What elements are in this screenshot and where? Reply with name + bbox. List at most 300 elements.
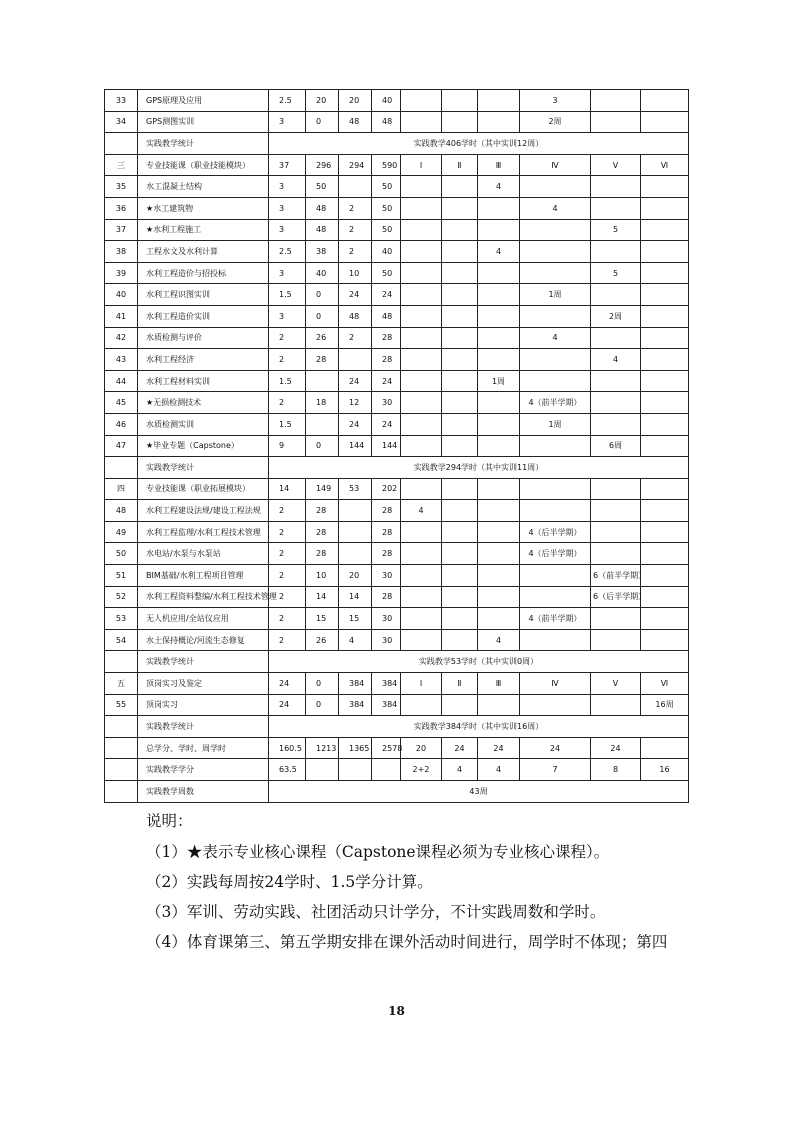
term-4-cell: 1周 [520, 284, 591, 306]
seq-cell [105, 737, 138, 759]
term-2-cell [442, 370, 478, 392]
term-5-cell [591, 392, 641, 414]
seq-cell: 三 [105, 154, 138, 176]
table-row [105, 586, 689, 608]
term-1-cell [401, 241, 442, 263]
course-name-cell: GPS原理及应用 [138, 90, 269, 112]
practice-hours-cell: 24 [339, 370, 372, 392]
term-6-cell: Ⅵ [641, 154, 689, 176]
term-6-cell [641, 737, 689, 759]
course-name-cell: ★水利工程施工 [138, 219, 269, 241]
term-6-cell [641, 219, 689, 241]
seq-cell: 52 [105, 586, 138, 608]
term-6-cell [641, 349, 689, 371]
term-2-cell [442, 500, 478, 522]
course-name-cell: 水电站/水泵与水泵站 [138, 543, 269, 565]
term-1-cell: 2+2 [401, 759, 442, 781]
total-hours-cell: 30 [372, 608, 401, 630]
term-6-cell [641, 565, 689, 587]
practice-hours-cell: 2 [339, 219, 372, 241]
term-5-cell: 6（前半学期） [591, 565, 641, 587]
term-4-cell: 4（后半学期） [520, 543, 591, 565]
theory-hours-cell: 0 [306, 111, 339, 133]
term-6-cell [641, 435, 689, 457]
term-5-cell [591, 327, 641, 349]
course-name-cell: 顶岗实习 [138, 694, 269, 716]
table-body [105, 90, 689, 803]
table-row [105, 262, 689, 284]
theory-hours-cell: 18 [306, 392, 339, 414]
course-name-cell: 无人机应用/全站仪应用 [138, 608, 269, 630]
course-name-cell: 水利工程建设法规/建设工程法规 [138, 500, 269, 522]
theory-hours-cell: 50 [306, 176, 339, 198]
term-6-cell [641, 197, 689, 219]
term-3-cell [478, 565, 520, 587]
credit-cell: 1.5 [269, 413, 306, 435]
seq-cell: 39 [105, 262, 138, 284]
summary-text: 实践教学406学时（其中实训12周） [269, 133, 689, 155]
table-row [105, 370, 689, 392]
summary-row [105, 133, 689, 155]
term-2-cell [442, 608, 478, 630]
theory-hours-cell: 20 [306, 90, 339, 112]
credit-cell: 3 [269, 197, 306, 219]
credit-cell: 2.5 [269, 90, 306, 112]
term-3-cell: 24 [478, 737, 520, 759]
term-6-cell [641, 241, 689, 263]
total-hours-cell: 40 [372, 90, 401, 112]
term-5-cell [591, 284, 641, 306]
credit-cell: 3 [269, 305, 306, 327]
term-1-cell [401, 694, 442, 716]
theory-hours-cell: 0 [306, 435, 339, 457]
seq-cell: 51 [105, 565, 138, 587]
note-item-3: （3）军训、劳动实践、社团活动只计学分，不计实践周数和学时。 [146, 903, 606, 921]
practice-hours-cell: 24 [339, 413, 372, 435]
term-1-cell [401, 349, 442, 371]
summary-label: 实践教学统计 [138, 716, 269, 738]
course-name-cell: 水利工程材料实训 [138, 370, 269, 392]
term-2-cell [442, 435, 478, 457]
term-4-cell: 4（前半学期） [520, 608, 591, 630]
table-row [105, 284, 689, 306]
term-1-cell [401, 219, 442, 241]
seq-cell: 45 [105, 392, 138, 414]
theory-hours-cell: 0 [306, 694, 339, 716]
term-2-cell: Ⅱ [442, 154, 478, 176]
theory-hours-cell: 28 [306, 521, 339, 543]
term-6-cell [641, 608, 689, 630]
term-1-cell: Ⅰ [401, 673, 442, 695]
term-6-cell: 16 [641, 759, 689, 781]
credit-cell: 2 [269, 521, 306, 543]
total-hours-cell: 50 [372, 176, 401, 198]
term-1-cell: Ⅰ [401, 154, 442, 176]
term-4-cell: 1周 [520, 413, 591, 435]
practice-hours-cell: 2 [339, 327, 372, 349]
term-4-cell [520, 500, 591, 522]
theory-hours-cell: 40 [306, 262, 339, 284]
seq-cell [105, 457, 138, 479]
term-4-cell [520, 565, 591, 587]
term-2-cell: 4 [442, 759, 478, 781]
course-name-cell: 工程水文及水利计算 [138, 241, 269, 263]
course-name-cell: 水质检测与评价 [138, 327, 269, 349]
term-3-cell [478, 521, 520, 543]
credit-cell: 2 [269, 608, 306, 630]
theory-hours-cell [306, 759, 339, 781]
course-name-cell: 水利工程识图实训 [138, 284, 269, 306]
theory-hours-cell: 149 [306, 478, 339, 500]
term-5-cell [591, 197, 641, 219]
term-5-cell [591, 608, 641, 630]
term-1-cell [401, 435, 442, 457]
term-1-cell [401, 176, 442, 198]
term-1-cell [401, 413, 442, 435]
seq-cell [105, 781, 138, 803]
term-2-cell [442, 478, 478, 500]
term-1-cell [401, 305, 442, 327]
seq-cell: 54 [105, 629, 138, 651]
credit-cell: 2 [269, 500, 306, 522]
theory-hours-cell: 28 [306, 349, 339, 371]
table-row [105, 90, 689, 112]
term-3-cell [478, 608, 520, 630]
practice-hours-cell: 1365 [339, 737, 372, 759]
term-6-cell [641, 521, 689, 543]
term-3-cell [478, 262, 520, 284]
total-hours-cell: 28 [372, 543, 401, 565]
course-name-cell: ★水工建筑物 [138, 197, 269, 219]
practice-hours-cell: 2 [339, 197, 372, 219]
seq-cell: 53 [105, 608, 138, 630]
theory-hours-cell: 14 [306, 586, 339, 608]
term-3-cell [478, 413, 520, 435]
term-1-cell [401, 392, 442, 414]
seq-cell: 33 [105, 90, 138, 112]
summary-row [105, 457, 689, 479]
term-6-cell [641, 90, 689, 112]
term-6-cell [641, 176, 689, 198]
term-4-cell [520, 219, 591, 241]
term-3-cell [478, 197, 520, 219]
total-hours-cell: 144 [372, 435, 401, 457]
term-1-cell [401, 629, 442, 651]
course-name-cell: 水利工程经济 [138, 349, 269, 371]
course-name-cell: 顶岗实习及鉴定 [138, 673, 269, 695]
total-hours-cell: 28 [372, 521, 401, 543]
note-item-2: （2）实践每周按24学时、1.5学分计算。 [146, 873, 433, 891]
credit-cell: 3 [269, 219, 306, 241]
summary-text: 实践教学294学时（其中实训11周） [269, 457, 689, 479]
table-row [105, 197, 689, 219]
term-5-cell [591, 478, 641, 500]
theory-hours-cell: 0 [306, 305, 339, 327]
summary-label: 实践教学统计 [138, 651, 269, 673]
term-1-cell [401, 565, 442, 587]
table-row [105, 629, 689, 651]
summary-text: 实践教学384学时（其中实训16周） [269, 716, 689, 738]
table-row [105, 392, 689, 414]
theory-hours-cell: 48 [306, 197, 339, 219]
table-row [105, 111, 689, 133]
credit-cell: 9 [269, 435, 306, 457]
table-row [105, 673, 689, 695]
term-2-cell [442, 349, 478, 371]
seq-cell: 49 [105, 521, 138, 543]
note-item-1: （1）★表示专业核心课程（Capstone课程必须为专业核心课程）。 [146, 843, 610, 861]
summary-label: 实践教学统计 [138, 133, 269, 155]
theory-hours-cell: 0 [306, 673, 339, 695]
summary-row [105, 651, 689, 673]
total-hours-cell [372, 759, 401, 781]
credit-cell: 160.5 [269, 737, 306, 759]
term-3-cell: 4 [478, 759, 520, 781]
term-3-cell [478, 111, 520, 133]
credit-cell: 14 [269, 478, 306, 500]
term-2-cell [442, 565, 478, 587]
course-name-cell: ★无损检测技术 [138, 392, 269, 414]
term-2-cell [442, 241, 478, 263]
term-1-cell [401, 586, 442, 608]
credit-cell: 2 [269, 543, 306, 565]
term-2-cell: Ⅱ [442, 673, 478, 695]
notes-title: 说明： [146, 812, 193, 830]
term-6-cell [641, 370, 689, 392]
total-hours-cell: 28 [372, 500, 401, 522]
credit-cell: 37 [269, 154, 306, 176]
theory-hours-cell: 28 [306, 500, 339, 522]
total-hours-cell: 28 [372, 586, 401, 608]
practice-hours-cell: 144 [339, 435, 372, 457]
term-3-cell [478, 90, 520, 112]
course-name-cell: 水质检测实训 [138, 413, 269, 435]
term-3-cell: Ⅲ [478, 673, 520, 695]
table-row [105, 543, 689, 565]
practice-hours-cell: 12 [339, 392, 372, 414]
term-2-cell [442, 327, 478, 349]
term-3-cell [478, 586, 520, 608]
practice-hours-cell: 14 [339, 586, 372, 608]
total-hours-cell: 24 [372, 370, 401, 392]
summary-row [105, 716, 689, 738]
credit-cell: 24 [269, 694, 306, 716]
practice-hours-cell: 20 [339, 565, 372, 587]
term-5-cell [591, 370, 641, 392]
seq-cell [105, 759, 138, 781]
theory-hours-cell: 1213 [306, 737, 339, 759]
term-1-cell [401, 197, 442, 219]
term-2-cell [442, 413, 478, 435]
total-hours-cell: 28 [372, 327, 401, 349]
term-5-cell [591, 241, 641, 263]
credit-cell: 3 [269, 262, 306, 284]
term-3-cell: 4 [478, 629, 520, 651]
theory-hours-cell: 0 [306, 284, 339, 306]
credit-cell: 2 [269, 565, 306, 587]
term-4-cell: Ⅳ [520, 673, 591, 695]
term-4-cell: 4（后半学期） [520, 521, 591, 543]
total-hours-cell: 50 [372, 219, 401, 241]
total-hours-cell: 30 [372, 565, 401, 587]
term-3-cell [478, 392, 520, 414]
total-hours-cell: 2578 [372, 737, 401, 759]
term-3-cell [478, 543, 520, 565]
total-hours-cell: 590 [372, 154, 401, 176]
seq-cell: 55 [105, 694, 138, 716]
term-2-cell [442, 262, 478, 284]
seq-cell [105, 716, 138, 738]
total-hours-cell: 30 [372, 629, 401, 651]
total-hours-cell: 28 [372, 349, 401, 371]
credit-cell: 1.5 [269, 370, 306, 392]
note-item-4: （4）体育课第三、第五学期安排在课外活动时间进行，周学时不体现；第四 [146, 933, 668, 951]
term-1-cell [401, 370, 442, 392]
term-2-cell [442, 111, 478, 133]
term-4-cell [520, 478, 591, 500]
term-2-cell [442, 284, 478, 306]
term-4-cell [520, 305, 591, 327]
total-hours-cell: 384 [372, 673, 401, 695]
term-3-cell [478, 435, 520, 457]
term-6-cell [641, 478, 689, 500]
total-hours-cell: 24 [372, 284, 401, 306]
term-4-cell [520, 435, 591, 457]
total-hours-cell: 202 [372, 478, 401, 500]
course-name-cell: 水利工程监理/水利工程技术管理 [138, 521, 269, 543]
theory-hours-cell: 26 [306, 327, 339, 349]
term-3-cell: 4 [478, 241, 520, 263]
seq-cell: 四 [105, 478, 138, 500]
course-name-cell: 专业技能课（职业技能模块） [138, 154, 269, 176]
table-row [105, 154, 689, 176]
credit-cell: 2 [269, 392, 306, 414]
table-row [105, 478, 689, 500]
term-5-cell: 8 [591, 759, 641, 781]
term-4-cell [520, 262, 591, 284]
table-row [105, 737, 689, 759]
seq-cell: 46 [105, 413, 138, 435]
term-6-cell [641, 413, 689, 435]
course-name-cell: ★毕业专题（Capstone） [138, 435, 269, 457]
practice-hours-cell: 2 [339, 241, 372, 263]
credit-cell: 24 [269, 673, 306, 695]
course-name-cell: 水工混凝土结构 [138, 176, 269, 198]
table-row [105, 565, 689, 587]
theory-hours-cell [306, 413, 339, 435]
seq-cell: 五 [105, 673, 138, 695]
term-1-cell [401, 521, 442, 543]
practice-hours-cell: 294 [339, 154, 372, 176]
seq-cell: 37 [105, 219, 138, 241]
total-hours-cell: 50 [372, 262, 401, 284]
seq-cell: 36 [105, 197, 138, 219]
seq-cell: 42 [105, 327, 138, 349]
term-1-cell: 4 [401, 500, 442, 522]
term-2-cell [442, 392, 478, 414]
credit-cell: 2 [269, 586, 306, 608]
course-name-cell: 水利工程造价实训 [138, 305, 269, 327]
term-4-cell [520, 694, 591, 716]
practice-hours-cell [339, 521, 372, 543]
table-row [105, 500, 689, 522]
credit-cell: 2 [269, 327, 306, 349]
practice-hours-cell: 48 [339, 111, 372, 133]
seq-cell: 43 [105, 349, 138, 371]
term-6-cell [641, 500, 689, 522]
practice-hours-cell: 24 [339, 284, 372, 306]
seq-cell: 44 [105, 370, 138, 392]
term-3-cell [478, 694, 520, 716]
practice-hours-cell: 10 [339, 262, 372, 284]
theory-hours-cell: 28 [306, 543, 339, 565]
term-3-cell [478, 500, 520, 522]
term-4-cell: 4 [520, 197, 591, 219]
term-5-cell: 24 [591, 737, 641, 759]
term-4-cell [520, 176, 591, 198]
total-hours-cell: 384 [372, 694, 401, 716]
term-2-cell [442, 543, 478, 565]
term-2-cell [442, 694, 478, 716]
term-2-cell [442, 586, 478, 608]
summary-label: 实践教学周数 [138, 781, 269, 803]
term-4-cell: 24 [520, 737, 591, 759]
seq-cell: 38 [105, 241, 138, 263]
term-6-cell [641, 327, 689, 349]
credit-cell: 2 [269, 629, 306, 651]
seq-cell: 41 [105, 305, 138, 327]
term-5-cell [591, 629, 641, 651]
course-name-cell: 实践教学学分 [138, 759, 269, 781]
term-5-cell: 2周 [591, 305, 641, 327]
theory-hours-cell: 10 [306, 565, 339, 587]
credit-cell: 2 [269, 349, 306, 371]
term-3-cell [478, 478, 520, 500]
table-row [105, 435, 689, 457]
term-4-cell [520, 370, 591, 392]
term-4-cell: 2周 [520, 111, 591, 133]
course-name-cell: GPS测图实训 [138, 111, 269, 133]
term-5-cell [591, 111, 641, 133]
table-row [105, 413, 689, 435]
theory-hours-cell [306, 370, 339, 392]
term-5-cell: 4 [591, 349, 641, 371]
credit-cell: 1.5 [269, 284, 306, 306]
term-1-cell [401, 90, 442, 112]
practice-hours-cell: 20 [339, 90, 372, 112]
term-5-cell [591, 413, 641, 435]
summary-text: 实践教学53学时（其中实训0周） [269, 651, 689, 673]
notes-section [146, 806, 706, 957]
term-2-cell [442, 219, 478, 241]
term-1-cell [401, 262, 442, 284]
practice-hours-cell [339, 176, 372, 198]
term-1-cell [401, 478, 442, 500]
term-5-cell: Ⅴ [591, 154, 641, 176]
course-name-cell: 水利工程资料整编/水利工程技术管理 [138, 586, 269, 608]
term-5-cell [591, 176, 641, 198]
term-3-cell [478, 305, 520, 327]
table-row [105, 759, 689, 781]
course-name-cell: BIM基础/水利工程项目管理 [138, 565, 269, 587]
seq-cell: 34 [105, 111, 138, 133]
term-1-cell [401, 327, 442, 349]
table-row [105, 176, 689, 198]
term-1-cell [401, 284, 442, 306]
term-6-cell [641, 305, 689, 327]
term-3-cell [478, 327, 520, 349]
course-name-cell: 水土保持概论/河流生态修复 [138, 629, 269, 651]
